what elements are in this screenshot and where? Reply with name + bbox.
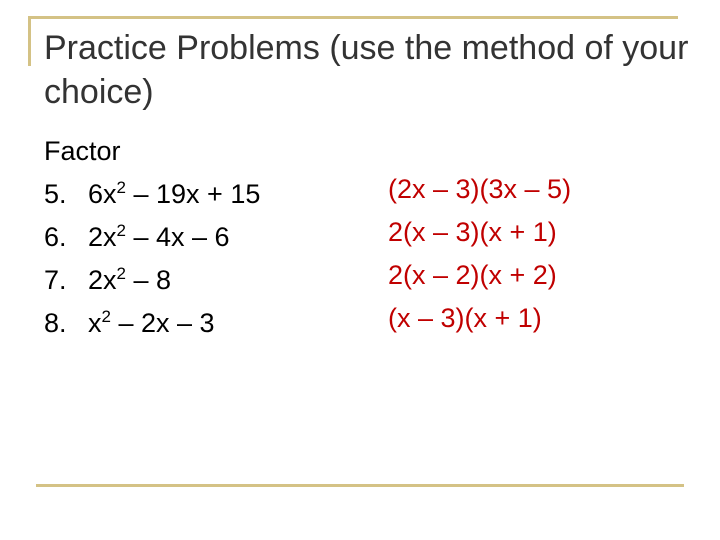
problem-number: 5. [44, 179, 67, 209]
answer-item: 2(x – 2)(x + 2) [388, 260, 557, 290]
problem-term: 2x [88, 222, 117, 252]
frame-left-rule [28, 16, 31, 66]
answer-item: (x – 3)(x + 1) [388, 303, 542, 333]
factor-heading: Factor [44, 136, 121, 166]
problem-term: x [88, 308, 102, 338]
problem-exponent: 2 [116, 221, 126, 240]
problem-exponent: 2 [116, 178, 126, 197]
problem-exponent: 2 [101, 307, 111, 326]
slide-title: Practice Problems (use the method of your choice) [44, 29, 689, 111]
problem-exponent: 2 [116, 264, 126, 283]
problem-row [44, 173, 260, 216]
problem-term: 6x [88, 179, 117, 209]
problem-term: 2x [88, 265, 117, 295]
frame-bottom-rule [36, 484, 684, 487]
problem-list [44, 130, 260, 345]
frame-top-rule [28, 16, 678, 19]
problem-rest: – 4x – 6 [126, 222, 230, 252]
problem-row [44, 302, 260, 345]
answer-item: (2x – 3)(3x – 5) [388, 174, 572, 204]
problem-rest: – 8 [126, 265, 172, 295]
problem-row [44, 259, 260, 302]
problem-row [44, 216, 260, 259]
problem-number: 6. [44, 222, 67, 252]
answer-list [388, 168, 571, 340]
problem-rest: – 19x + 15 [126, 179, 261, 209]
answer-item: 2(x – 3)(x + 1) [388, 217, 557, 247]
problem-number: 8. [44, 308, 67, 338]
problem-number: 7. [44, 265, 67, 295]
problem-rest: – 2x – 3 [110, 308, 215, 338]
